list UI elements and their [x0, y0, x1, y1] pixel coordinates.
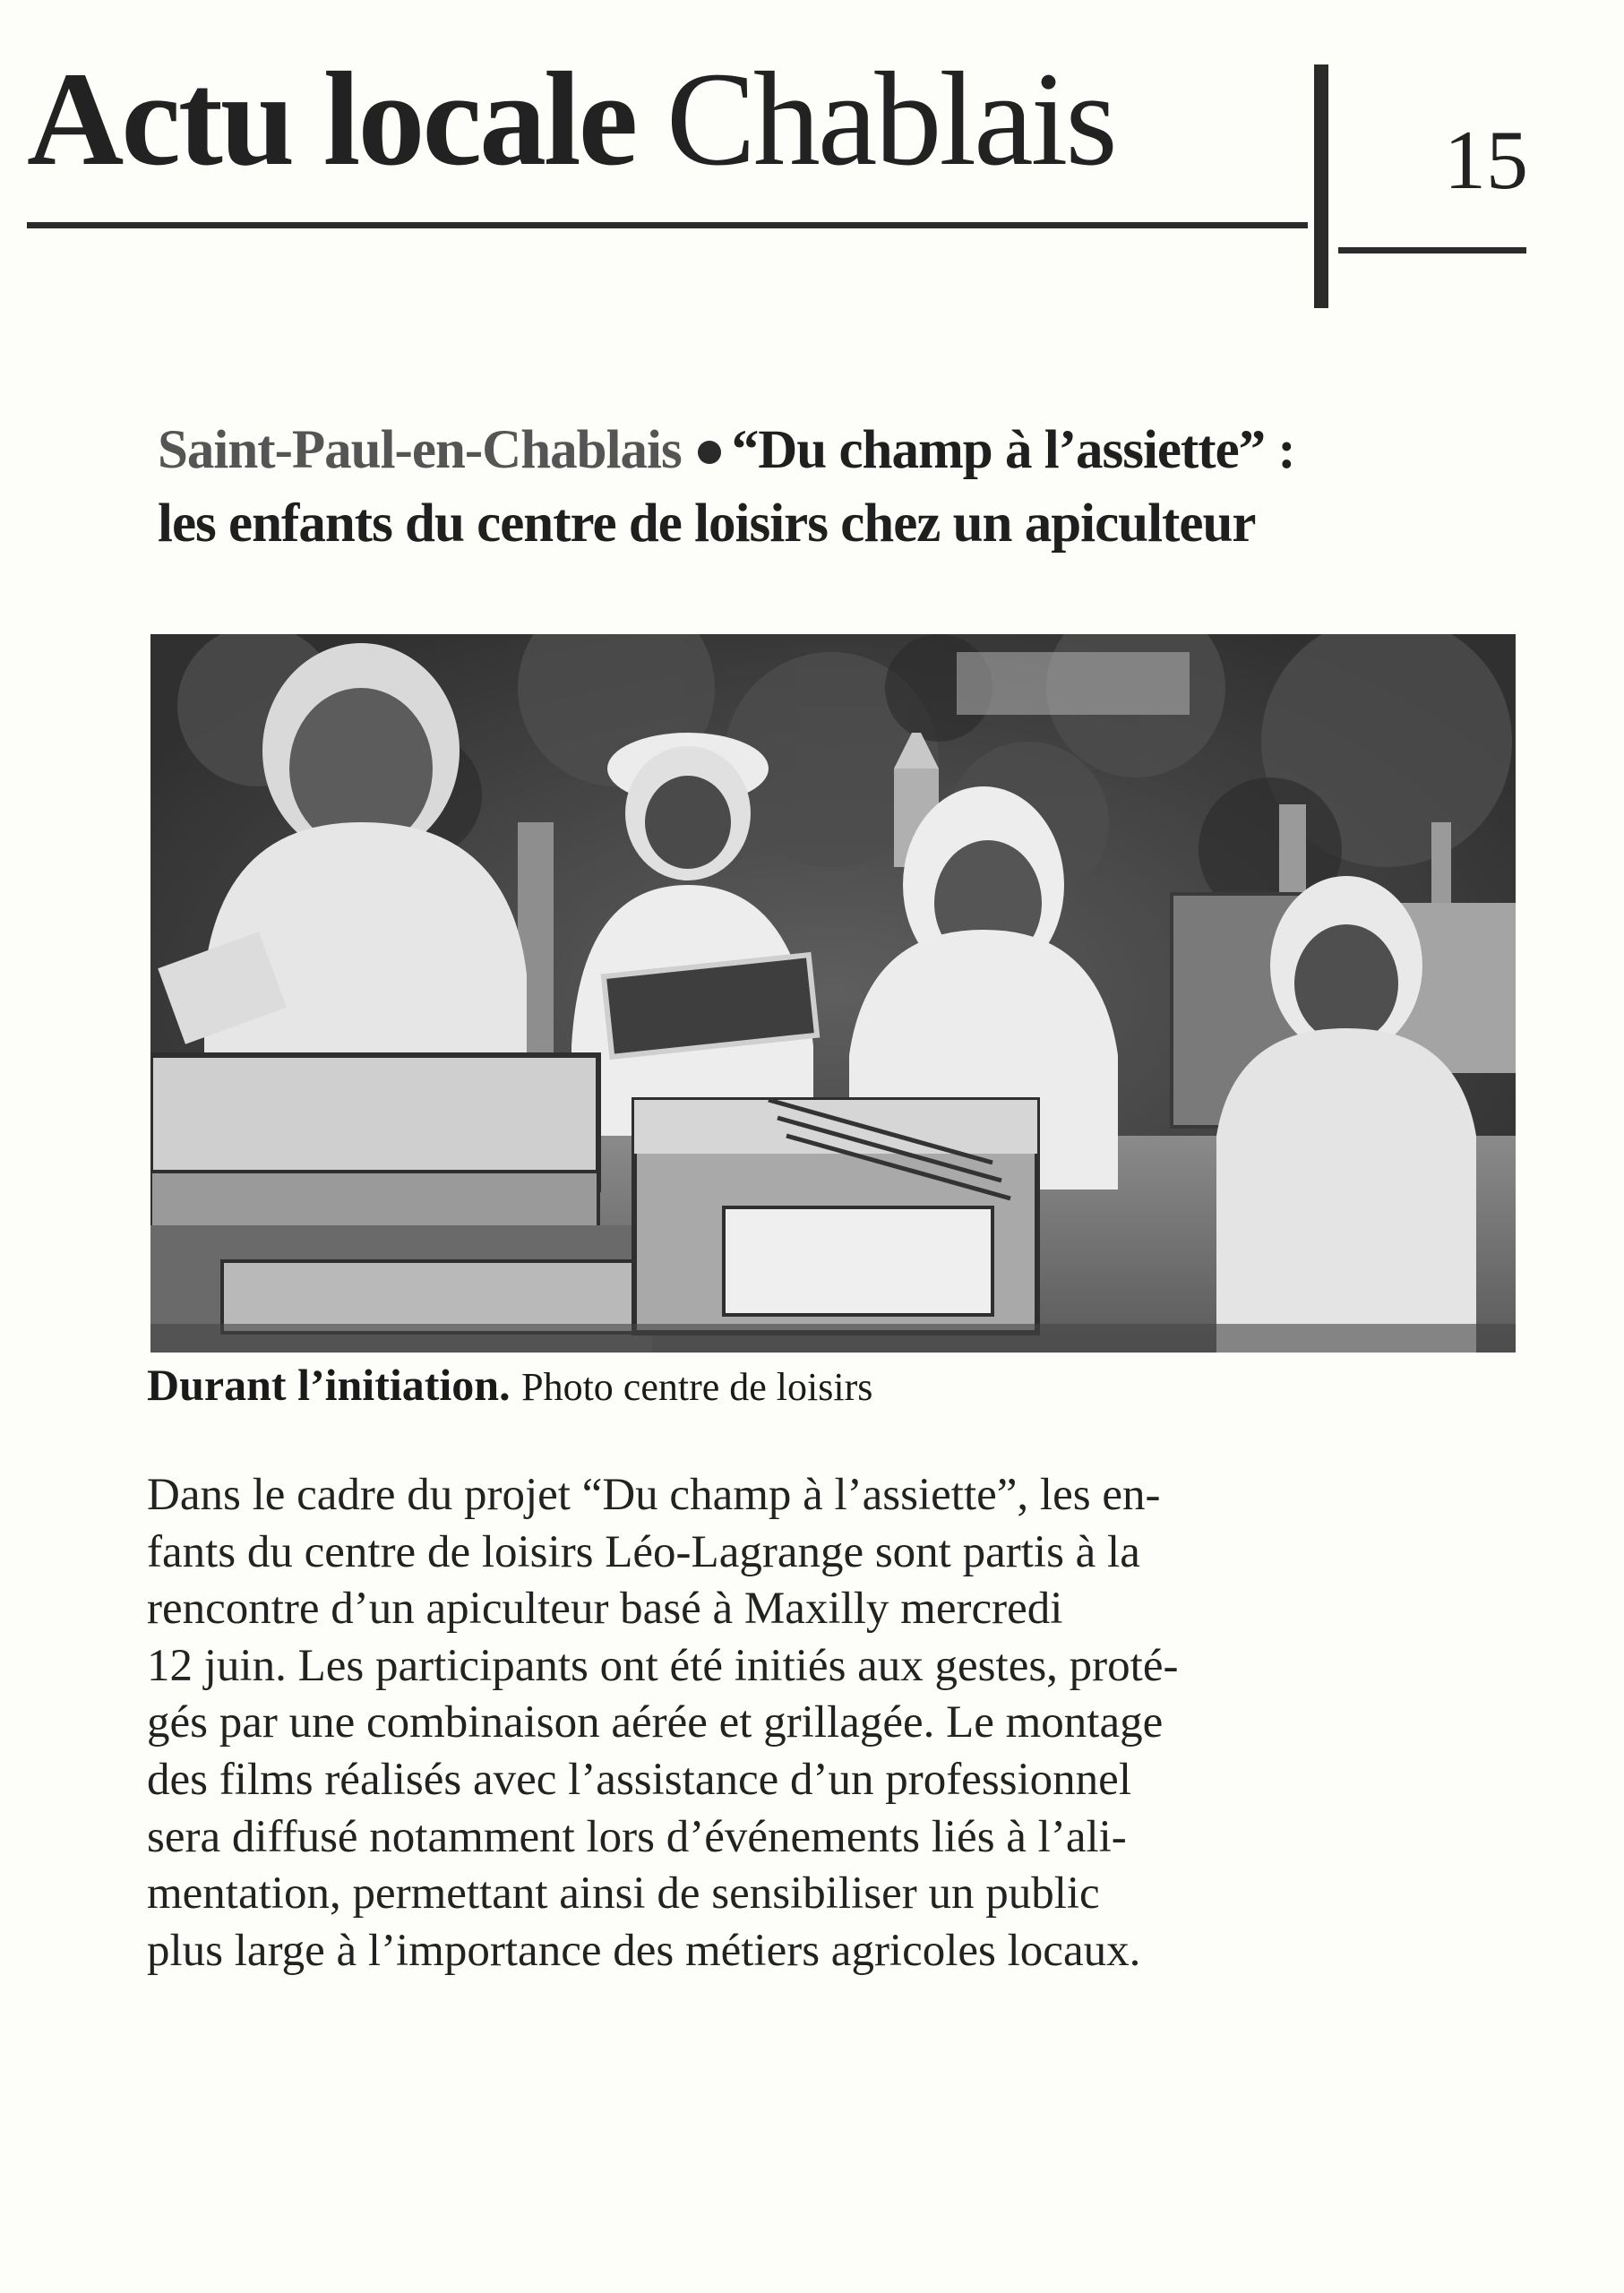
section-title-region: Chablais [666, 45, 1115, 193]
body-line: Dans le cadre du projet “Du champ à l’assiette”, les en- [147, 1470, 1161, 1520]
header-rule-left [27, 222, 1308, 228]
article-photo [150, 634, 1516, 1353]
body-line: fants du centre de loisirs Léo-Lagrange sont partis à la [147, 1526, 1140, 1577]
body-line: sera diffusé notamment lors d’événements liés à l’ali- [147, 1811, 1127, 1862]
photo-credit: Photo centre de loisirs [521, 1365, 873, 1409]
section-title-strong: Actu locale [27, 45, 636, 193]
header-divider [1314, 64, 1328, 308]
article-headline [158, 414, 1537, 562]
headline-place: Saint-Paul-en-Chablais [158, 420, 682, 480]
caption-lead: Durant l’initiation. [147, 1360, 511, 1410]
article-body [147, 1467, 1473, 1980]
section-title [27, 45, 1115, 193]
photo-caption [147, 1358, 1526, 1412]
body-line: gés par une combinaison aérée et grillagée. Le montage [147, 1697, 1164, 1748]
header-rule-right [1338, 247, 1526, 253]
body-line: 12 juin. Les participants ont été initiés aux gestes, proté- [147, 1640, 1179, 1691]
body-line: plus large à l’importance des métiers agricoles locaux. [147, 1925, 1141, 1976]
body-line: des films réalisés avec l’assistance d’un professionnel [147, 1754, 1131, 1805]
bullet-dot-icon [698, 441, 721, 464]
body-line: mentation, permettant ainsi de sensibiliser un public [147, 1868, 1100, 1919]
body-line: rencontre d’un apiculteur basé à Maxilly mercredi [147, 1584, 1063, 1635]
page-number: 15 [1444, 114, 1528, 207]
beekeeping-photo-illustration [150, 634, 1516, 1353]
headline-title-line2: les enfants du centre de loisirs chez un apiculteur [158, 494, 1256, 554]
headline-title-line1: “Du champ à l’assiette” : [731, 420, 1295, 480]
